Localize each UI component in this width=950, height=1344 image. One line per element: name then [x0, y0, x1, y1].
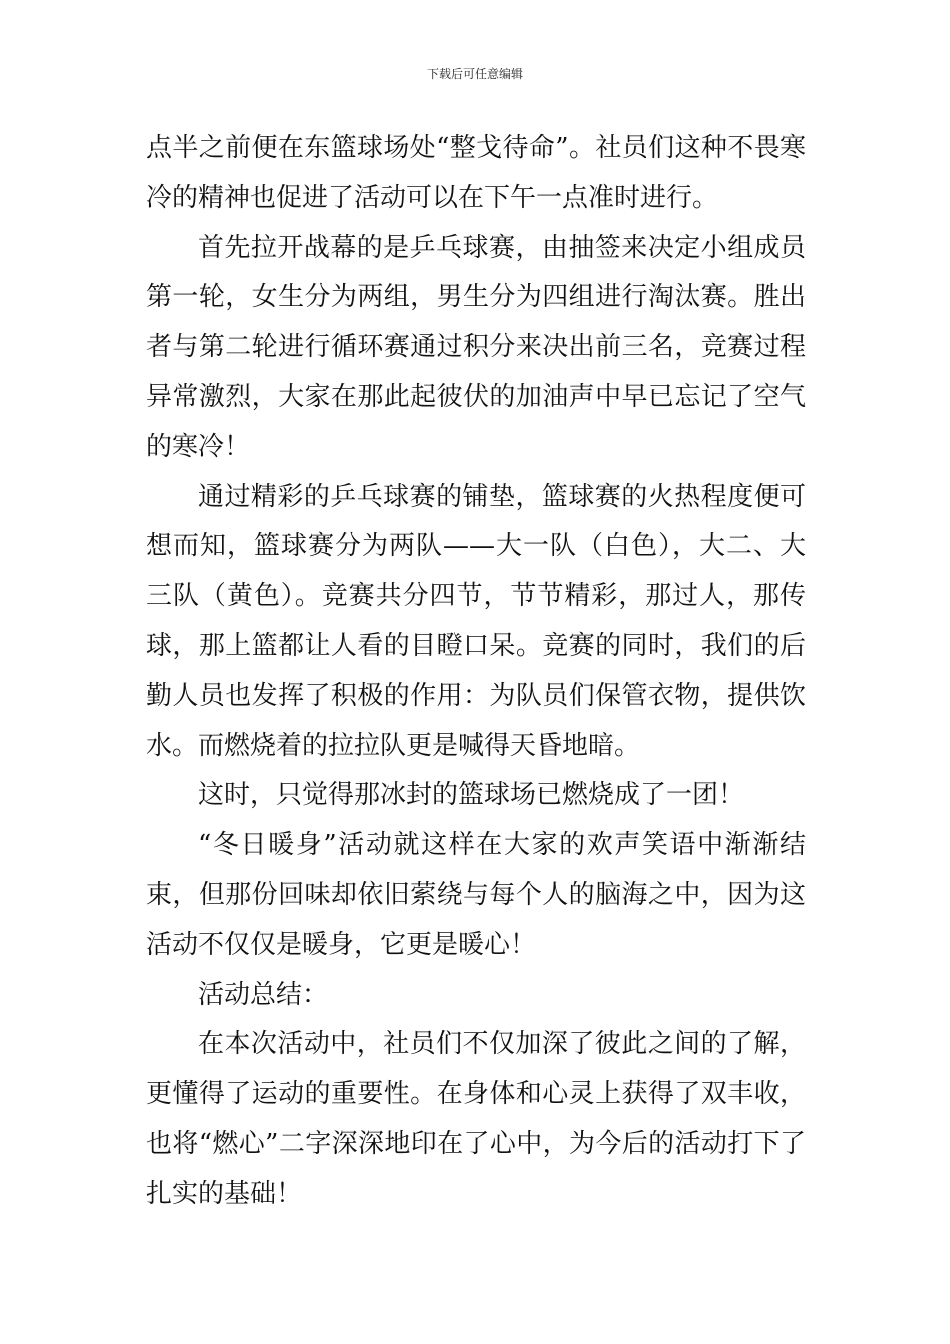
- paragraph-basketball: 通过精彩的乒乓球赛的铺垫，篮球赛的火热程度便可想而知，篮球赛分为两队——大一队（白色），大二、大三队（黄色）。竞赛共分四节，节节精彩，那过人，那传球，那上篮都让人看的目瞪口呆。竞赛的同时，我们的后勤人员也发挥了积极的作用：为队员们保管衣物，提供饮水。而燃烧着的拉拉队更是喊得天昏地暗。: [146, 481, 806, 761]
- document-body: [146, 124, 806, 1220]
- paragraph-continuation: 点半之前便在东篮球场处“整戈待命”。社员们这种不畏寒冷的精神也促进了活动可以在下午一点准时进行。: [146, 133, 806, 213]
- paragraph-summary: 在本次活动中，社员们不仅加深了彼此之间的了解，更懂得了运动的重要性。在身体和心灵上获得了双丰收，也将“燃心”二字深深地印在了心中，为今后的活动打下了扎实的基础！: [146, 1029, 806, 1209]
- paragraph-court-burning: 这时，只觉得那冰封的篮球场已燃烧成了一团！: [198, 780, 745, 811]
- paragraph-conclusion: “冬日暖身”活动就这样在大家的欢声笑语中渐渐结束，但那份回味却依旧萦绕与每个人的脑海之中，因为这活动不仅仅是暖身，它更是暖心！: [146, 830, 806, 960]
- page-header-note: 下载后可任意编辑: [426, 67, 523, 81]
- paragraph-table-tennis: 首先拉开战幕的是乒乓球赛，由抽签来决定小组成员第一轮，女生分为两组，男生分为四组进行淘汰赛。胜出者与第二轮进行循环赛通过积分来决出前三名，竞赛过程异常激烈，大家在那此起彼伏的加油声中早已忘记了空气的寒冷！: [146, 232, 806, 462]
- section-heading-summary: 活动总结：: [198, 979, 329, 1010]
